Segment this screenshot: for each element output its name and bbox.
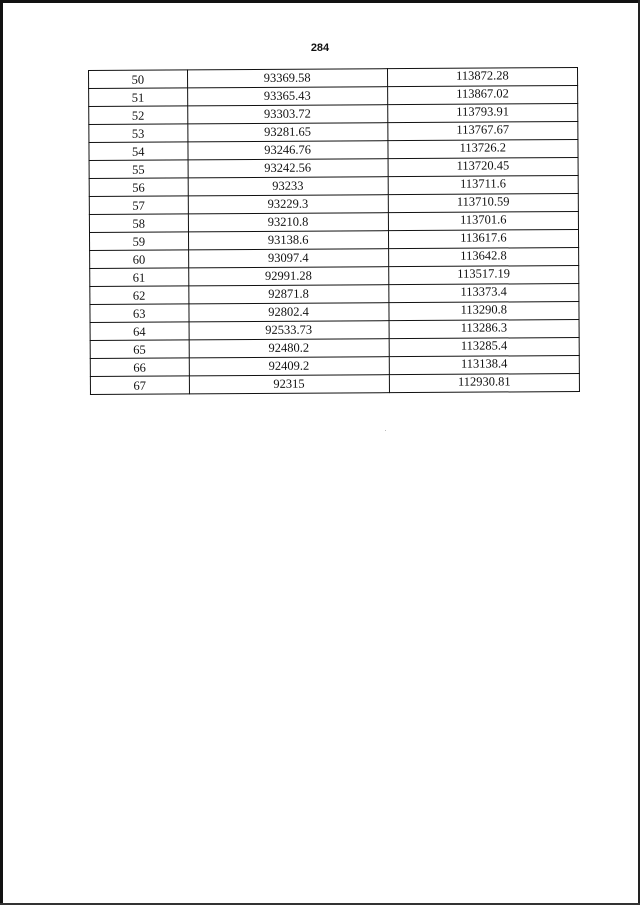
value-a-cell: 93233: [188, 177, 388, 196]
value-a-cell: 93210.8: [188, 213, 388, 232]
value-a-cell: 93242.56: [188, 159, 388, 178]
row-index-cell: 50: [89, 70, 188, 89]
value-b-cell: 113872.28: [387, 68, 577, 87]
row-index-cell: 64: [90, 322, 189, 341]
value-b-cell: 113726.2: [388, 140, 578, 159]
row-index-cell: 55: [89, 160, 188, 179]
value-b-cell: 113642.8: [388, 248, 578, 267]
value-a-cell: 92991.28: [188, 267, 388, 286]
value-b-cell: 113867.02: [387, 86, 577, 105]
row-index-cell: 59: [89, 232, 188, 251]
value-a-cell: 93365.43: [187, 87, 387, 106]
value-b-cell: 113517.19: [388, 266, 578, 285]
row-index-cell: 51: [89, 88, 188, 107]
row-index-cell: 62: [90, 286, 189, 305]
value-a-cell: 92871.8: [188, 285, 388, 304]
value-a-cell: 93303.72: [187, 105, 387, 124]
coordinates-table: [88, 67, 580, 395]
value-a-cell: 93229.3: [188, 195, 388, 214]
value-a-cell: 93369.58: [187, 69, 387, 88]
value-b-cell: 113138.4: [389, 356, 579, 375]
value-b-cell: 113286.3: [389, 320, 579, 339]
value-a-cell: 93097.4: [188, 249, 388, 268]
value-a-cell: 93281.65: [187, 123, 387, 142]
row-index-cell: 61: [90, 268, 189, 287]
page-number: 284: [310, 42, 330, 54]
row-index-cell: 60: [90, 250, 189, 269]
value-a-cell: 92409.2: [189, 357, 389, 376]
row-index-cell: 65: [90, 340, 189, 359]
value-b-cell: 113617.6: [388, 230, 578, 249]
value-b-cell: 113711.6: [388, 176, 578, 195]
value-b-cell: 113710.59: [388, 194, 578, 213]
scan-speck: [385, 430, 386, 431]
table-row: [90, 374, 579, 395]
row-index-cell: 52: [89, 106, 188, 125]
value-a-cell: 92802.4: [188, 303, 388, 322]
value-b-cell: 113285.4: [389, 338, 579, 357]
value-a-cell: 92315: [189, 375, 389, 394]
row-index-cell: 54: [89, 142, 188, 161]
row-index-cell: 57: [89, 196, 188, 215]
value-a-cell: 92480.2: [189, 339, 389, 358]
value-b-cell: 113290.8: [389, 302, 579, 321]
value-b-cell: 113720.45: [388, 158, 578, 177]
row-index-cell: 63: [90, 304, 189, 323]
row-index-cell: 58: [89, 214, 188, 233]
value-b-cell: 113793.91: [387, 104, 577, 123]
value-b-cell: 112930.81: [389, 374, 579, 393]
row-index-cell: 66: [90, 358, 189, 377]
row-index-cell: 56: [89, 178, 188, 197]
value-b-cell: 113767.67: [388, 122, 578, 141]
value-a-cell: 93246.76: [187, 141, 387, 160]
value-a-cell: 92533.73: [189, 321, 389, 340]
row-index-cell: 67: [90, 376, 189, 395]
value-b-cell: 113373.4: [389, 284, 579, 303]
coordinates-table-body: [89, 68, 580, 395]
value-a-cell: 93138.6: [188, 231, 388, 250]
value-b-cell: 113701.6: [388, 212, 578, 231]
scan-edge-top: [0, 0, 640, 3]
scan-edge-left: [0, 0, 3, 905]
row-index-cell: 53: [89, 124, 188, 143]
